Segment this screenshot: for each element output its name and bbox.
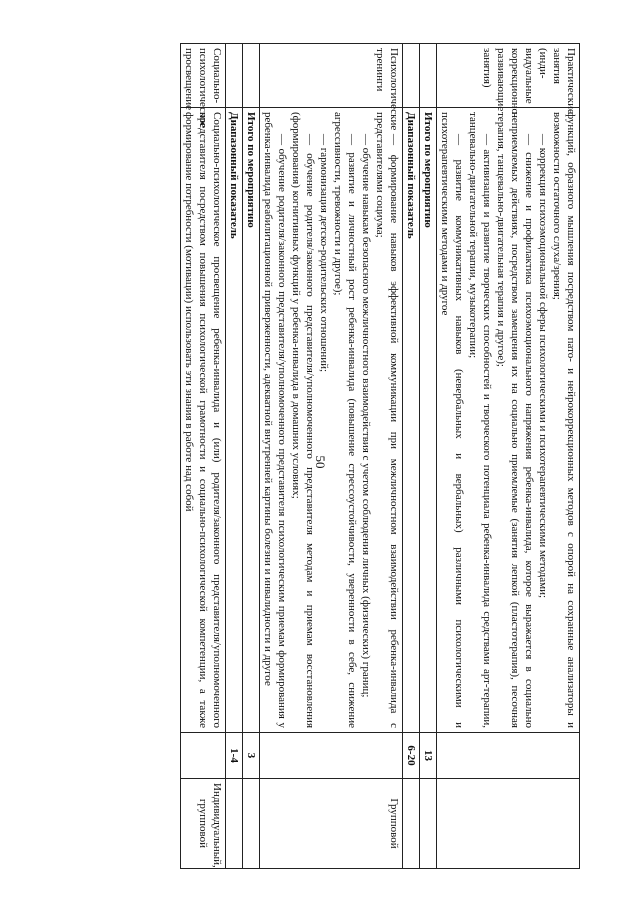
content-item: — формирование навыков эффективной коммуникации при межличностном взаимодействии ребенка-инвалида с представителями социума; (374, 112, 400, 728)
content-cell (260, 108, 403, 733)
content-item: — обучение родителя/законного представителя/уполномоченного представителя психологическим приемам формирования у ребенка-инвалида реабилитационной приверженности, адекватной внутренней картины болезни и инвалидности и другое (262, 112, 288, 728)
total-label: Итого по мероприятию (243, 108, 260, 733)
content-cell (437, 108, 580, 733)
rehabilitation-table (180, 43, 580, 869)
event-name-cell: Социально-психологическое просвещение (181, 44, 226, 108)
range-row (226, 44, 243, 869)
quantity-cell (260, 733, 403, 779)
total-value: 3 (243, 733, 260, 779)
content-item: — развитие коммуникативных навыков (невербальных и вербальных) различными психологическими и психотерапевтическими методами и другое (439, 112, 465, 728)
total-row (420, 44, 437, 869)
content-item: — развитие и личностный рост ребенка-инвалида (повышение стрессоустойчивости, уверенности в себе, снижение агрессивности, тревожности и другое); (332, 112, 358, 728)
page-number: 50 (313, 455, 328, 469)
range-value: 1-4 (226, 733, 243, 779)
event-name-cell: Практические занятия (инди-видуальные коррекционно-развивающие занятия) (437, 44, 580, 108)
total-label: Итого по мероприятию (420, 108, 437, 733)
content-item: — обучение родителя/законного представителя/уполномоченного представителя методам и приемам восстановления (формирования) когнитивных функций у ребенка-инвалида в домашних условиях; (290, 112, 316, 728)
total-row (243, 44, 260, 869)
rotated-table-wrapper (50, 43, 580, 868)
content-item: — гармонизация детско-родительских отношений; (318, 134, 330, 373)
content-cell (181, 108, 226, 733)
content-intro: функций, образного мышления посредством пато- и нейрокоррекционных методов с опорой на сохранные анализаторы и возможности остаточного слуха/зрения; (551, 112, 577, 728)
content-item: — обучение навыкам безопасного межличностного взаимодействия с учетом соблюдения личных (физических) границ; (360, 134, 372, 698)
table-row-psychological-trainings (260, 44, 403, 869)
format-cell: Индивидуальный, групповой (181, 779, 226, 869)
range-value: 6-20 (403, 733, 420, 779)
quantity-cell (181, 733, 226, 779)
format-cell (437, 779, 580, 869)
format-cell: Групповой (260, 779, 403, 869)
content-intro: Социально-психологическое просвещение ребенка-инвалида и (или) родителя/законного представителя/уполномоченного представителя посредством повышения психологической грамотности и социально-психологической компетенции, а также формирование потребности (мотивации) использовать эти знания в работе над собой (183, 112, 223, 728)
content-item: — снижение и профилактика психоэмоционального напряжения ребенка-инвалида, которое выражается в социально неприемлемых действиях, посредством замещения их на социально приемлемые (занятия лепкой (пластотерапия), песочная терапия, танцевально-двигательная терапия и другое); (495, 112, 535, 728)
table-row-practical-sessions (437, 44, 580, 869)
range-label: Диапазонный показатель (226, 108, 243, 733)
content-item: — коррекция психоэмоциональной сферы психологическими и психотерапевтическими методами; (537, 134, 549, 599)
event-name-cell: Психологические тренинги (260, 44, 403, 108)
total-value: 13 (420, 733, 437, 779)
content-item: — активизация и развитие творческих способностей и творческого потенциала ребенка-инвалида средствами арт-терапии, танцевально-двигательной терапии, музыкотерапии; (467, 112, 493, 728)
table-row-social-psychological-education (181, 44, 226, 869)
quantity-cell (437, 733, 580, 779)
range-label: Диапазонный показатель (403, 108, 420, 733)
range-row (403, 44, 420, 869)
